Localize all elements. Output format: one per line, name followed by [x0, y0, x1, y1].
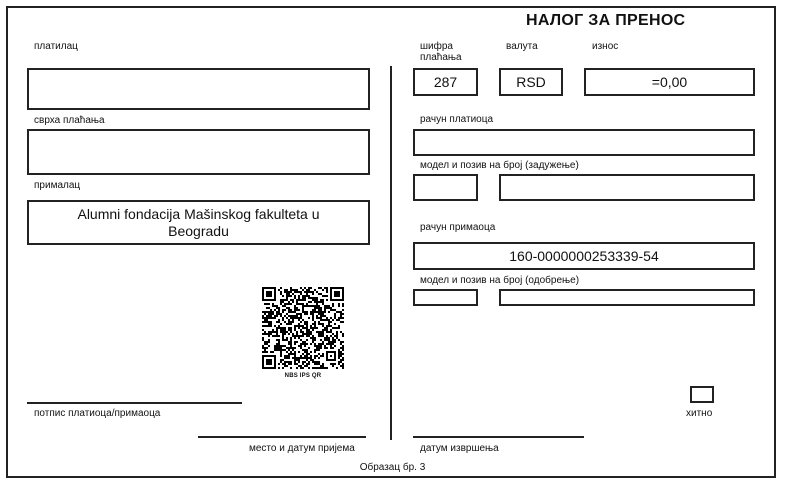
amount-field[interactable]: =0,00 [584, 68, 755, 96]
credit-model-field[interactable] [413, 289, 478, 306]
execution-date-label: датум извршења [420, 443, 499, 454]
credit-reference-field[interactable] [499, 289, 755, 306]
credit-model-label: модел и позив на број (одобрење) [420, 275, 580, 286]
debit-model-label: модел и позив на број (задужење) [420, 160, 579, 171]
qr-code-icon [262, 287, 344, 369]
debit-model-field[interactable] [413, 174, 478, 201]
signature-label: потпис платиоца/примаоца [34, 408, 161, 419]
form-number: Образац бр. 3 [359, 462, 426, 473]
payer-account-label: рачун платиоца [420, 114, 494, 125]
debit-reference-field[interactable] [499, 174, 755, 201]
recipient-label: прималац [34, 180, 81, 191]
amount-label: износ [592, 41, 619, 52]
currency-label: валута [506, 41, 538, 52]
column-divider [390, 66, 392, 440]
qr-caption: NBS IPS QR [284, 373, 322, 379]
payer-field[interactable] [27, 68, 370, 110]
payment-code-label: шифра плаћања [420, 41, 462, 63]
place-date-label: место и датум пријема [249, 443, 355, 454]
recipient-account-field[interactable]: 160-0000000253339-54 [413, 242, 755, 270]
purpose-label: сврха плаћања [34, 115, 105, 126]
place-date-line [198, 436, 366, 438]
signature-line [27, 402, 242, 404]
form-title: НАЛОГ ЗА ПРЕНОС [526, 12, 686, 29]
recipient-field[interactable]: Alumni fondacija Mašinskog fakulteta u Beogradu [27, 200, 370, 245]
execution-date-line [413, 436, 584, 438]
recipient-account-label: рачун примаоца [420, 222, 496, 233]
payer-account-field[interactable] [413, 129, 755, 156]
urgent-checkbox[interactable] [690, 386, 714, 403]
currency-field[interactable]: RSD [499, 68, 563, 96]
purpose-field[interactable] [27, 129, 370, 175]
urgent-label: хитно [686, 408, 713, 419]
payment-code-field[interactable]: 287 [413, 68, 478, 96]
payer-label: платилац [34, 41, 78, 52]
